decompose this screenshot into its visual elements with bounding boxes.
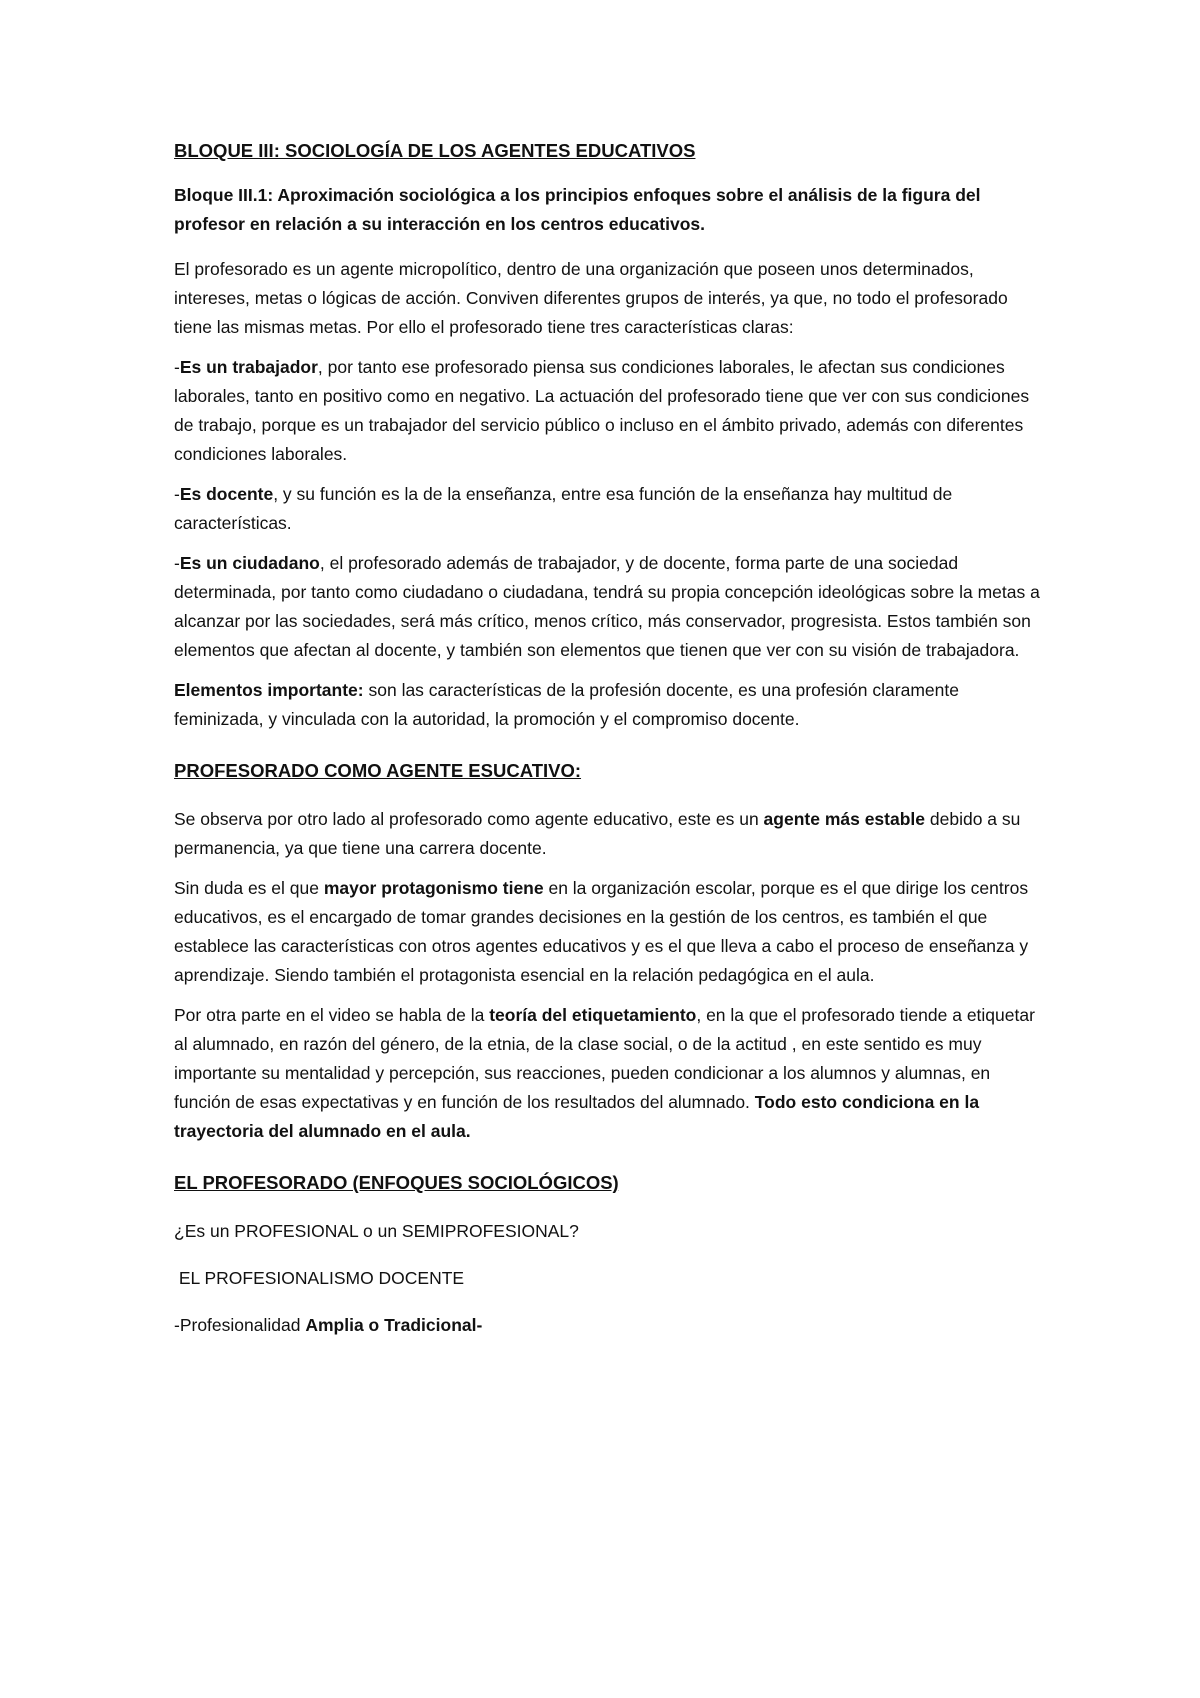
trabajador-text: , por tanto ese profesorado piensa sus condiciones laborales, le afectan sus condiciones laborales, tanto en positivo como en negativo. La actuación del profesorado tiene que ver con sus condiciones de trabajo, porque es un trabajador del servicio público o incluso en el ámbito privado, además con diferentes condiciones laborales. (174, 357, 1030, 464)
block-subtitle: Bloque III.1: Aproximación sociológica a los principios enfoques sobre el análisis de la figura del profesor en relación a su interacción en los centros educativos. (174, 185, 981, 234)
ciudadano-prefix: - (174, 553, 180, 573)
elementos-text: son las características de la profesión docente, es una profesión claramente feminizada, y vinculada con la autoridad, la promoción y el compromiso docente. (174, 680, 959, 729)
document-page (174, 136, 1044, 1351)
trabajador-paragraph (174, 353, 1044, 469)
protagonismo-text-a: Sin duda es el que (174, 878, 324, 898)
section-title-enfoques: EL PROFESORADO (ENFOQUES SOCIOLÓGICOS) (174, 1172, 619, 1193)
etiquetamiento-text-a: Por otra parte en el video se habla de la (174, 1005, 490, 1025)
docente-paragraph (174, 480, 1044, 538)
etiquetamiento-bold-conclusion: Todo esto condiciona en la trayectoria del alumnado en el aula. (174, 1092, 980, 1141)
docente-text: , y su función es la de la enseñanza, entre esa función de la enseñanza hay multitud de características. (174, 484, 953, 533)
observa-bold: agente más estable (763, 809, 926, 829)
section-title-agente-educativo: PROFESORADO COMO AGENTE ESUCATIVO: (174, 760, 582, 781)
protagonismo-bold: mayor protagonismo tiene (323, 878, 544, 898)
etiquetamiento-text-b: , en la que el profesorado tiende a etiquetar al alumnado, en razón del género, de la etnia, de la clase social, o de la actitud , en este sentido es muy importante su mentalidad y percepción, sus reacciones, pueden condicionar a los alumnos y alumnas, en función de esas expectativas y en función de los resultados del alumnado. (174, 1005, 1035, 1112)
trabajador-bold: Es un trabajador (179, 357, 318, 377)
profesionalidad-text: -Profesionalidad (174, 1315, 306, 1335)
profesionalidad-line (174, 1311, 1044, 1340)
docente-prefix: - (174, 484, 180, 504)
protagonismo-paragraph (174, 874, 1044, 990)
trabajador-prefix: - (174, 357, 180, 377)
ciudadano-text: , el profesorado además de trabajador, y de docente, forma parte de una sociedad determinada, por tanto como ciudadano o ciudadana, tendrá su propia concepción ideológicas sobre la metas a alcanzar por las sociedades, será más crítico, menos crítico, más conservador, progresista. Estos también son elementos que afectan al docente, y también son elementos que tienen que ver con su visión de trabajadora. (174, 553, 1040, 660)
profesionalismo-line: EL PROFESIONALISMO DOCENTE (174, 1268, 465, 1288)
etiquetamiento-bold: teoría del etiquetamiento (489, 1005, 697, 1025)
document-title: BLOQUE III: SOCIOLOGÍA DE LOS AGENTES EDUCATIVOS (174, 140, 696, 161)
ciudadano-paragraph (174, 549, 1044, 665)
ciudadano-bold: Es un ciudadano (179, 553, 320, 573)
etiquetamiento-paragraph (174, 1001, 1044, 1146)
profesionalidad-bold: Amplia o Tradicional- (305, 1315, 483, 1335)
observa-text-b: debido a su permanencia, ya que tiene una carrera docente. (174, 809, 1021, 858)
observa-paragraph (174, 805, 1044, 863)
protagonismo-text-b: en la organización escolar, porque es el que dirige los centros educativos, es el encargado de tomar grandes decisiones en la gestión de los centros, es también el que establece las características con otros agentes educativos y es el que lleva a cabo el proceso de enseñanza y aprendizaje. Siendo también el protagonista esencial en la relación pedagógica en el aula. (174, 878, 1029, 985)
intro-paragraph: El profesorado es un agente micropolítico, dentro de una organización que poseen unos determinados, intereses, metas o lógicas de acción. Conviven diferentes grupos de interés, ya que, no todo el profesorado tiene las mismas metas. Por ello el profesorado tiene tres características claras: (174, 259, 1008, 337)
elementos-paragraph (174, 676, 1044, 734)
docente-bold: Es docente (179, 484, 274, 504)
elementos-bold: Elementos importante: (174, 680, 364, 700)
question-line: ¿Es un PROFESIONAL o un SEMIPROFESIONAL? (174, 1221, 579, 1241)
observa-text-a: Se observa por otro lado al profesorado como agente educativo, este es un (174, 809, 764, 829)
